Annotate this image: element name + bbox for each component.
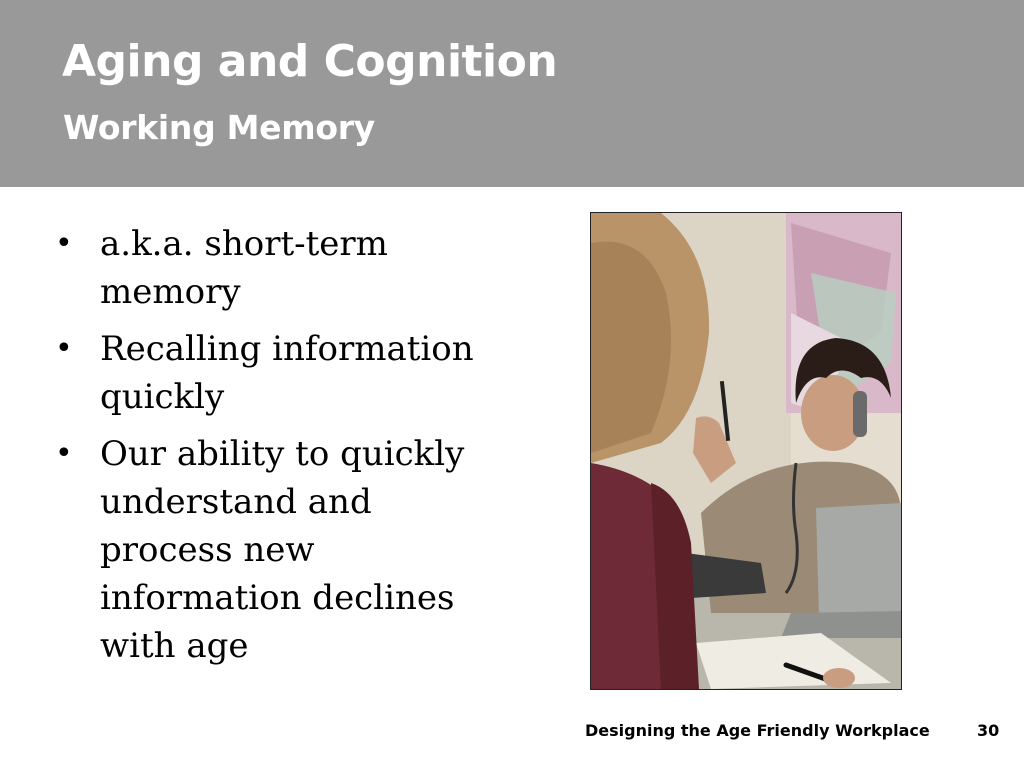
office-photo-illustration <box>591 213 901 689</box>
office-photo <box>590 212 902 690</box>
bullet-item: • Recalling information quickly <box>55 325 495 421</box>
bullet-list <box>55 220 495 679</box>
bullet-item: • a.k.a. short-term memory <box>55 220 495 316</box>
bullet-item: • Our ability to quickly understand and process new information declines with age <box>55 430 495 670</box>
page-number: 30 <box>977 721 1000 740</box>
title-band <box>0 0 1024 187</box>
slide-subtitle: Working Memory <box>63 108 375 147</box>
footer-title: Designing the Age Friendly Workplace <box>585 721 930 740</box>
slide-title: Aging and Cognition <box>62 36 558 87</box>
